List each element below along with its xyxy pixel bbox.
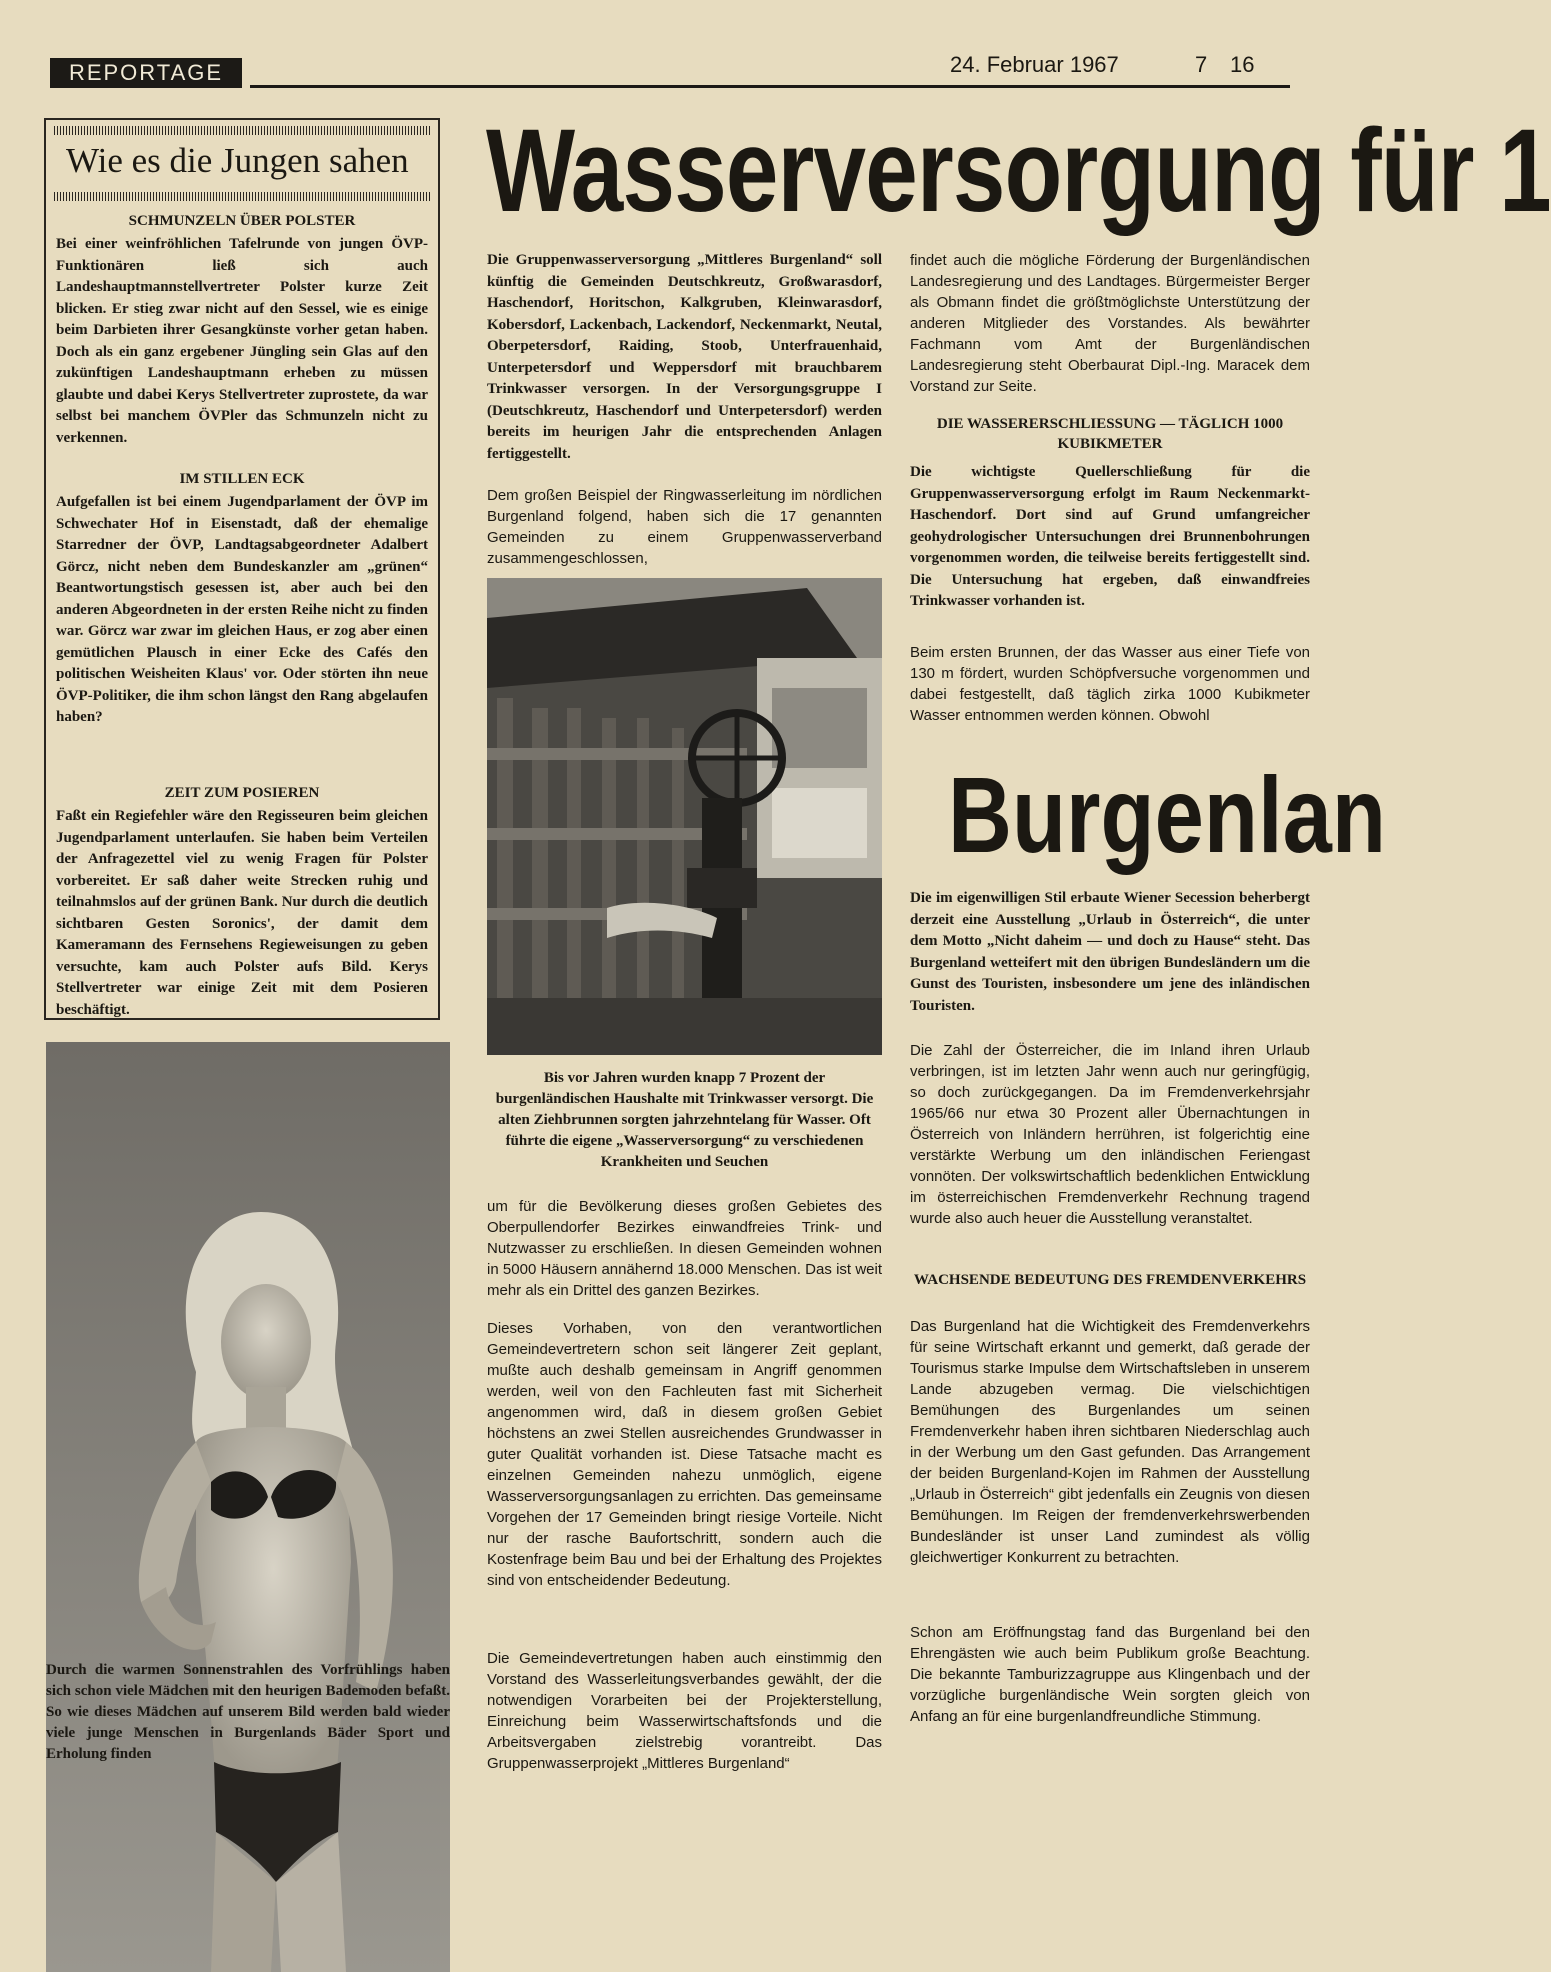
hatch-divider (54, 192, 430, 201)
issue-number: 7 (1195, 52, 1208, 77)
well-photo-image (487, 578, 882, 1055)
article-subheading: DIE WASSERERSCHLIESSUNG — TÄGLICH 1000 KUBIKMETER (936, 416, 1284, 452)
article-paragraph: um für die Bevölkerung dieses großen Gebietes des Oberpullendorfer Bezirkes einwandfreies Trink- und Nutzwasser zu erschließen. In diesen Gemeinden wohnen in 5000 Häusern annähernd 18.000 Menschen. Das ist weit mehr als ein Drittel des ganzen Bezirkes. (487, 1198, 882, 1299)
article-headline: Wasserversorgung für 1 (486, 105, 1551, 237)
sidebar-text: Faßt ein Regiefehler wäre den Regisseuren beim gleichen Jugendparlament unterlaufen. Sie haben beim Verteilen der Anfragezettel viel zu wenig Fragen für Polster vorbereitet. Er saß daher weite Strecken ruhig und teilnahmslos auf der grünen Bank. Nur durch die deutlich sichtbaren Gesten Soronics', der damit dem Kameramann des Fernsehens Regieweisungen zu geben versuchte, kam auch Polster aufs Bild. Kerys Stellvertreter war einige Zeit mit dem Posieren beschäftigt. (56, 808, 428, 1018)
article-paragraph: findet auch die mögliche Förderung der Burgenländischen Landesregierung und des Landtages. Bürgermeister Berger als Obmann findet die größtmöglichste Unterstützung der anderen Mitglieder des Vorstandes. Als bewährter Fachmann vom Amt der Burgenländischen Landesregierung steht Oberbaurat Dipl.-Ing. Maracek dem Vorstand zur Seite. (910, 252, 1310, 395)
swimwear-photo (46, 1042, 450, 1942)
sidebar-heading: ZEIT ZUM POSIEREN (164, 785, 320, 801)
well-photo (487, 578, 882, 1055)
second-headline: Burgenlan (948, 754, 1386, 875)
article-paragraph: Dieses Vorhaben, von den verantwortlichen Gemeindevertretern schon seit längerer Zeit geplant, mußte auch deshalb gemeinsam in Angriff genommen werden, weil von den Fachleuten fast mit Sicherheit angenommen wird, daß in diesem großen Gebiet höchstens an zwei Stellen ausreichendes Grundwasser in guter Qualität vorhanden ist. Diese Tatsache macht es einzelnen Gemeinden nahezu unmöglich, eigene Wasserversorgungsanlagen zu errichten. Das gemeinsame Vorgehen der 17 Gemeinden bringt riesige Vorteile. Nicht nur der rasche Baufortschritt, sondern auch die Kostenfrage beim Bau und bei der Erhaltung des Projektes sind von entscheidender Bedeutung. (487, 1320, 882, 1589)
sidebar-heading: IM STILLEN ECK (179, 471, 305, 487)
article-paragraph: Die Gemeindevertretungen haben auch einstimmig den Vorstand des Wasserleitungsverbandes gewählt, der die notwendigen Vorarbeiten bei der Projekterstellung, Einreichung beim Wasserwirtschaftsfonds und die Arbeitsvergaben zielstrebig vorantreibt. Das Gruppenwasserprojekt „Mittleres Burgenland“ (487, 1650, 882, 1772)
second-paragraph: Die Zahl der Österreicher, die im Inland ihren Urlaub verbringen, ist im letzten Jahr wenn auch nur geringfügig, so doch zurückgegangen. Da im Fremdenverkehrsjahr 1965/66 nur etwa 30 Prozent aller Übernachtungen in Österreich von Inländern herrühren, ist folgerichtig eine verstärkte Werbung um den inländischen Feriengast vonnöten. Der volkswirtschaftlich bedenklichen Entwicklung im österreichischen Fremdenverkehr Rechnung tragend wurde also auch heuer die Ausstellung veranstaltet. (910, 1042, 1310, 1227)
article-lead: Die Gruppenwasserversorgung „Mittleres Burgenland“ soll künftig die Gemeinden Deutschkreutz, Großwarasdorf, Haschendorf, Horitschon, Kalkgruben, Kleinwarasdorf, Kobersdorf, Lackenbach, Lackendorf, Neckenmarkt, Neutal, Oberpetersdorf, Raiding, Stoob, Unterfrauenhaid, Unterpetersdorf und Weppersdorf mit brauchbarem Trinkwasser versorgen. In der Versorgungsgruppe I (Deutschkreutz, Haschendorf und Unterpetersdorf) werden bereits im heurigen Jahr die entsprechenden Anlagen fertiggestellt. (487, 252, 882, 462)
well-caption: Bis vor Jahren wurden knapp 7 Prozent der burgenländischen Haushalte mit Trinkwasser versorgt. Die alten Ziehbrunnen sorgten jahrzehntelang für Wasser. Oft führte die eigene „Wasserversorgung“ zu verschiedenen Krankheiten und Seuchen (495, 1070, 874, 1170)
sidebar-title: Wie es die Jungen sahen (66, 141, 409, 180)
hatch-divider (54, 126, 430, 135)
second-paragraph: Schon am Eröffnungstag fand das Burgenland bei den Ehrengästen wie auch beim Publikum große Beachtung. Die bekannte Tamburizzagruppe aus Klingenbach und der vorzügliche burgenländische Wein sorgten gleich von Anfang an für eine burgenlandfreundliche Stimmung. (910, 1624, 1310, 1725)
swimwear-caption: Durch die warmen Sonnenstrahlen des Vorfrühlings haben sich schon viele Mädchen mit den heurigen Bademoden befaßt. So wie dieses Mädchen auf unserem Bild werden bald wieder viele junge Menschen in Burgenlands Bäder Sport und Erholung finden (46, 1662, 450, 1762)
article-paragraph: Die wichtigste Quellerschließung für die Gruppenwasserversorgung erfolgt im Raum Neckenmarkt-Haschendorf. Dort sind auf Grund umfangreicher geohydrologischer Untersuchungen drei Brunnenbohrungen vorgenommen worden, die teilweise bereits fertiggestellt sind. Die Untersuchung hat ergeben, daß einwandfreies Trinkwasser vorhanden ist. (910, 464, 1310, 609)
section-badge: REPORTAGE (50, 58, 242, 88)
issue-info (950, 52, 1290, 82)
sidebar-heading: SCHMUNZELN ÜBER POLSTER (128, 213, 356, 229)
page-number: 16 (1230, 52, 1255, 77)
article-paragraph: Dem großen Beispiel der Ringwasserleitung im nördlichen Burgenland folgend, haben sich die 17 genannten Gemeinden zu einem Gruppenwasserverband zusammengeschlossen, (487, 487, 882, 567)
swimwear-photo-image (46, 1042, 450, 1972)
second-lead: Die im eigenwilligen Stil erbaute Wiener Secession beherbergt derzeit eine Ausstellung „Urlaub in Österreich“, die unter dem Motto „Nicht daheim — und doch zu Hause“ steht. Das Burgenland wetteifert mit den übrigen Bundesländern um die Gunst des Touristen, insbesondere um jene des inländischen Touristen. (910, 890, 1310, 1014)
second-subheading: WACHSENDE BEDEUTUNG DES FREMDENVERKEHRS (913, 1272, 1307, 1288)
sidebar-text: Bei einer weinfröhlichen Tafelrunde von jungen ÖVP-Funktionären ließ sich auch Landeshauptmannstellvertreter Polster kurze Zeit blicken. Er stieg zwar nicht auf den Sessel, wie es einige beim Darbieten ihrer Gesangkünste vorher getan haben. Doch als ein ganz ergebener Jüngling sein Glas auf den zukünftigen Landeshauptmann erheben zu müssen glaubte und dabei Kerys Stellvertreter zuprostete, da war selbst bei manchem ÖVPler das Schmunzeln nicht zu verkennen. (56, 236, 428, 446)
article-paragraph: Beim ersten Brunnen, der das Wasser aus einer Tiefe von 130 m fördert, wurden Schöpfversuche vorgenommen und dabei festgestellt, daß täglich zirka 1000 Kubikmeter Wasser entnommen werden können. Obwohl (910, 644, 1310, 724)
second-paragraph: Das Burgenland hat die Wichtigkeit des Fremdenverkehrs für seine Wirtschaft erkannt und gemerkt, daß gerade der Tourismus starke Impulse dem Wirtschaftsleben in unserem Lande abzugeben vermag. Die vielschichtigen Bemühungen des Burgenlandes um seinen Fremdenverkehr haben ihren sichtbaren Niederschlag auch in der Werbung um den Gast gefunden. Das Arrangement der beiden Burgenland-Kojen im Rahmen der Ausstellung „Urlaub in Österreich“ gibt jedenfalls ein Zeugnis von diesen Bemühungen. Im Reigen der fremdenverkehrswerbenden Bundesländer ist unser Land zumindest als völlig gleichwertiger Konkurrent zu betrachten. (910, 1318, 1310, 1566)
issue-date: 24. Februar 1967 (950, 52, 1119, 77)
header-rule (250, 85, 1290, 88)
sidebar-text: Aufgefallen ist bei einem Jugendparlament der ÖVP im Schwechater Hof in Eisenstadt, daß der ehemalige Starredner der ÖVP, Landtagsabgeordneter Adalbert Görcz, nicht neben dem Bundeskanzler am „grünen“ Beantwortungstisch gesessen ist, aber auch bei den anderen Abgeordneten in der ersten Reihe nicht zu finden war. Görcz war zwar im gleichen Haus, er zog aber einen gemütlichen Plausch in einer Ecke des Cafés den politischen Weisheiten Klaus' vor. Oder störten ihn neue ÖVP-Politiker, die ihm schon längst den Rang abgelaufen haben? (56, 494, 428, 725)
sidebar-box (44, 118, 440, 1020)
